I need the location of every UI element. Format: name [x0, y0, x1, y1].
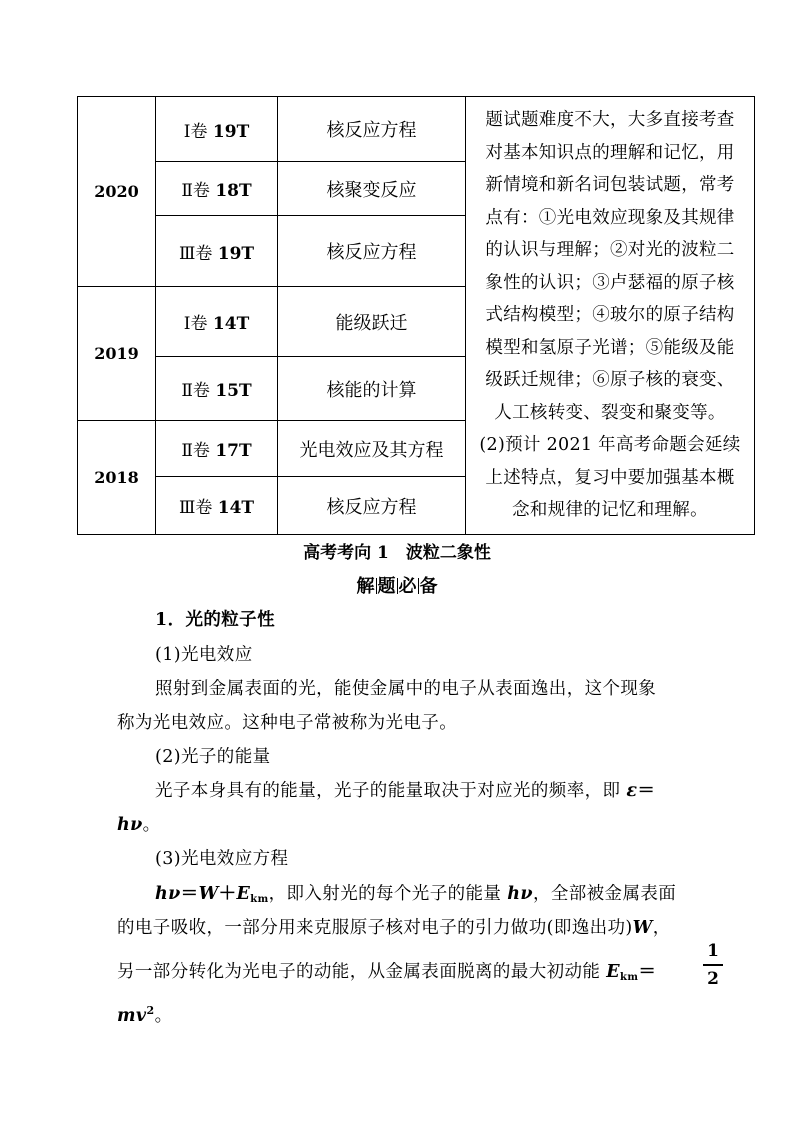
topic-cell: 核聚变反应	[278, 162, 466, 216]
topic-cell: 核反应方程	[278, 97, 466, 162]
paper-cell: Ⅱ卷 18T	[156, 162, 278, 216]
fraction-one-half: 1 2	[703, 940, 723, 990]
paper-cell: Ⅱ卷 17T	[156, 421, 278, 477]
topic-cell: 核能的计算	[278, 357, 466, 421]
topic-cell: 核反应方程	[278, 477, 466, 535]
exam-analysis-table	[77, 96, 755, 535]
analysis-line: 题试题难度不大，大多直接考查	[485, 110, 735, 131]
analysis-line: 上述特点，复习中要加强基本概	[485, 467, 735, 488]
heading-photoelectric-equation: (3)光电效应方程	[155, 849, 289, 869]
heading-photoelectric-effect: (1)光电效应	[155, 645, 253, 665]
paper-cell: Ⅰ卷 14T	[156, 287, 278, 357]
analysis-line: 象性的认识；③卢瑟福的原子核	[485, 272, 735, 293]
year-cell: 2019	[78, 287, 156, 421]
year-cell: 2018	[78, 421, 156, 535]
section-title: 高考考向 1 波粒二象性	[303, 543, 491, 563]
analysis-line: 级跃迁规律；⑥原子核的衰变、	[485, 370, 735, 391]
topic-cell: 光电效应及其方程	[278, 421, 466, 477]
analysis-line: 模型和氢原子光谱；⑤能级及能	[485, 337, 735, 358]
analysis-cell	[466, 97, 755, 535]
paper-cell: Ⅱ卷 15T	[156, 357, 278, 421]
paper-cell: Ⅰ卷 19T	[156, 97, 278, 162]
paragraph-line: 光子本身具有的能量，光子的能量取决于对应光的频率，即 ε＝	[155, 781, 656, 801]
equation-line: $mv^2$。	[117, 1004, 173, 1026]
analysis-line: 念和规律的记忆和理解。	[512, 500, 708, 521]
analysis-line: 新情境和新名词包装试题，常考	[485, 175, 735, 196]
heading-particle-nature: 1．光的粒子性	[155, 610, 275, 630]
paper-cell: Ⅲ卷 19T	[156, 216, 278, 287]
analysis-line: 点有：①光电效应现象及其规律	[485, 207, 735, 228]
analysis-line: 式结构模型；④玻尔的原子结构	[485, 305, 735, 326]
year-cell: 2020	[78, 97, 156, 287]
paragraph-line: 照射到金属表面的光，能使金属中的电子从表面逸出，这个现象	[155, 679, 657, 699]
paragraph-line: hν。	[117, 815, 161, 835]
heading-photon-energy: (2)光子的能量	[155, 747, 271, 767]
paragraph-line: 另一部分转化为光电子的动能，从金属表面脱离的最大初动能 $E_{km}=$	[117, 962, 657, 983]
topic-cell: 能级跃迁	[278, 287, 466, 357]
topic-cell: 核反应方程	[278, 216, 466, 287]
analysis-line: 对基本知识点的理解和记忆，用	[485, 142, 735, 163]
paragraph-line: 的电子吸收，一部分用来克服原子核对电子的引力做功(即逸出功)W，	[117, 918, 671, 938]
analysis-line: 的认识与理解；②对光的波粒二	[485, 240, 735, 261]
paper-cell: Ⅲ卷 14T	[156, 477, 278, 535]
paragraph-line: 称为光电效应。这种电子常被称为光电子。	[117, 713, 458, 733]
analysis-line: (2)预计 2021 年高考命题会延续	[479, 435, 741, 456]
analysis-line: 人工核转变、裂变和聚变等。	[494, 402, 726, 423]
sub-title: 解 题 必 备	[356, 576, 438, 597]
equation-line: $h\nu=W+E_{km}$，即入射光的每个光子的能量 hν，全部被金属表面	[155, 884, 677, 905]
